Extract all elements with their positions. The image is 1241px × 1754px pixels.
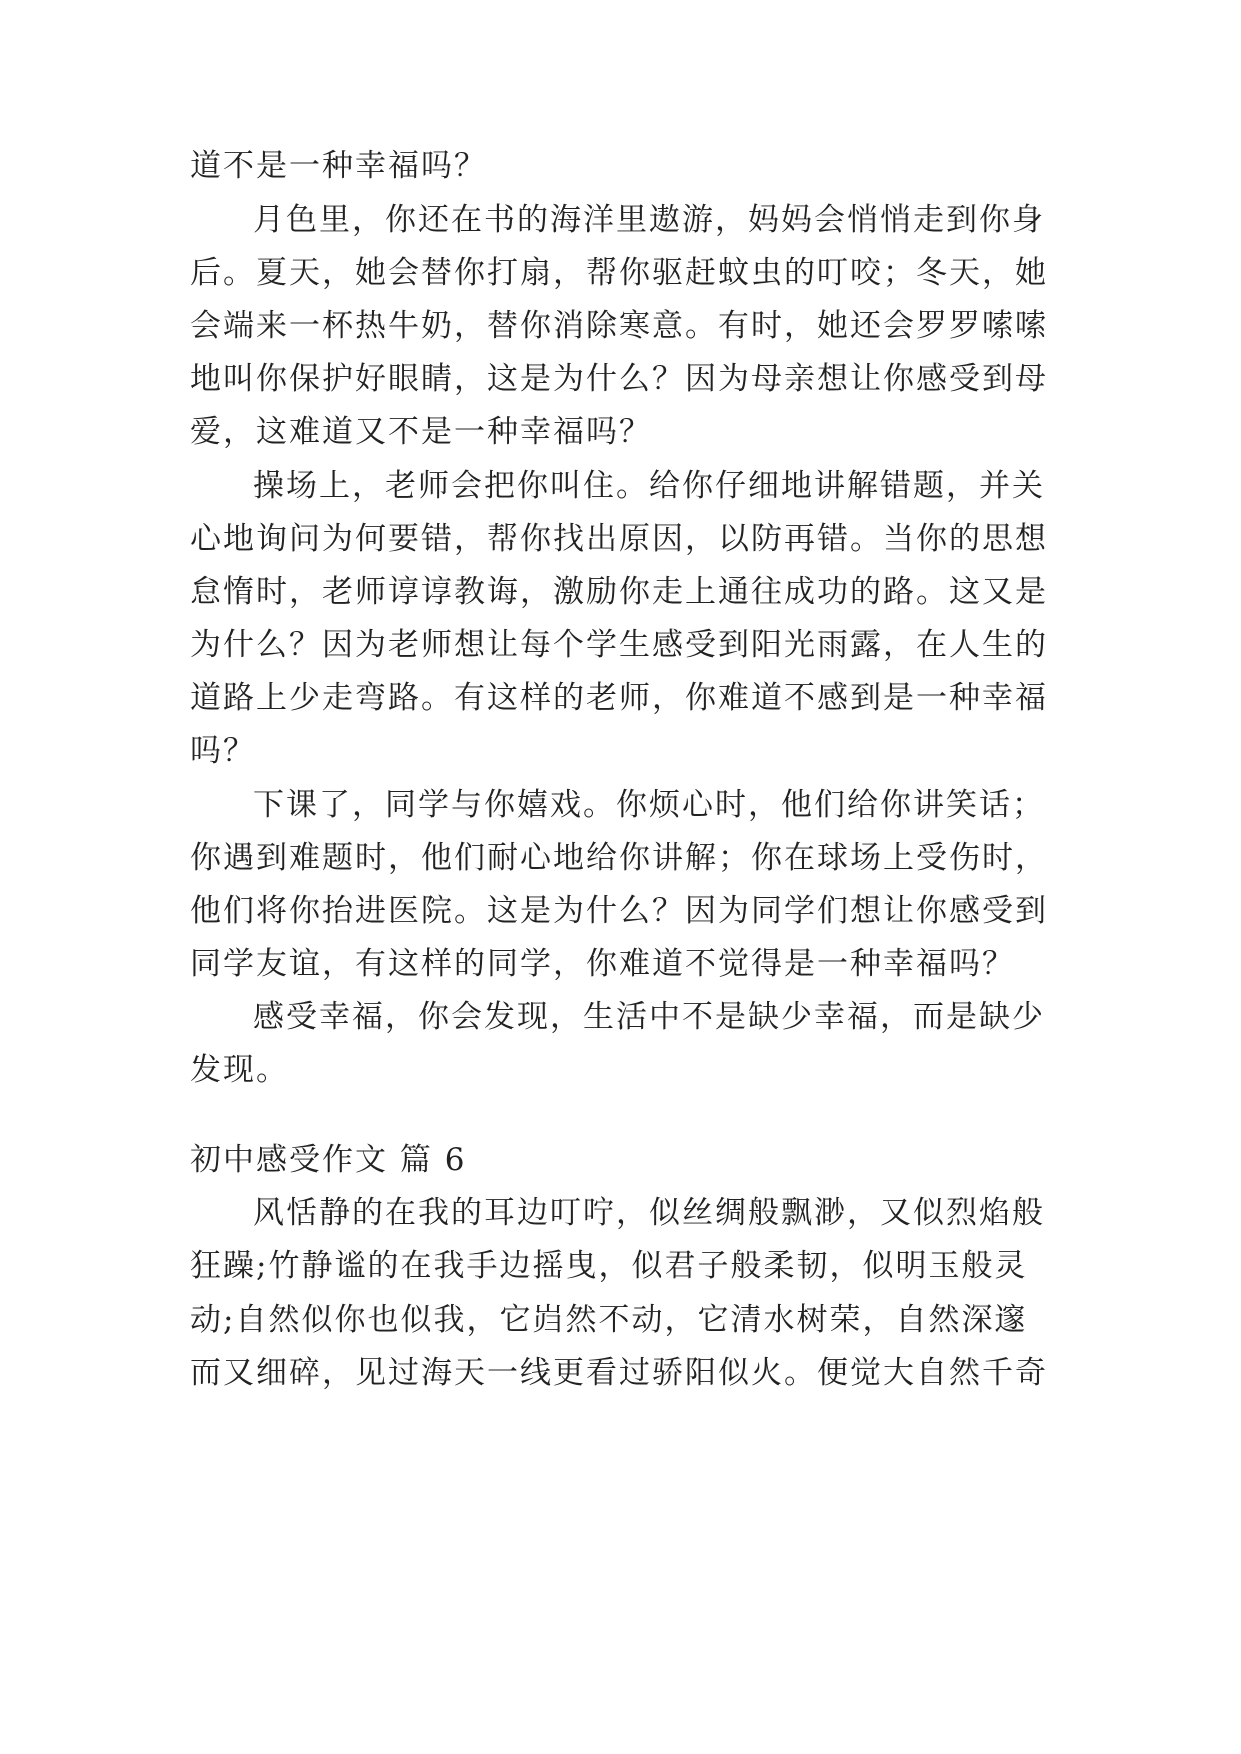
section-heading: 初中感受作文 篇 6: [190, 1142, 467, 1178]
text-line: 道不是一种幸福吗？: [190, 148, 487, 184]
text-line: 你遇到难题时，他们耐心地给你讲解；你在球场上受伤时，: [190, 840, 1048, 876]
text-line: 道路上少走弯路。有这样的老师，你难道不感到是一种幸福: [190, 680, 1048, 716]
text-line: 爱，这难道又不是一种幸福吗？: [190, 414, 652, 450]
text-line: 而又细碎，见过海天一线更看过骄阳似火。便觉大自然千奇: [190, 1355, 1048, 1391]
text-line: 他们将你抬进医院。这是为什么？因为同学们想让你感受到: [190, 893, 1048, 929]
text-line: 怠惰时，老师谆谆教诲，激励你走上通往成功的路。这又是: [190, 574, 1048, 610]
text-line: 会端来一杯热牛奶，替你消除寒意。有时，她还会罗罗嗦嗦: [190, 308, 1048, 344]
text-line: 地叫你保护好眼睛，这是为什么？因为母亲想让你感受到母: [190, 361, 1048, 397]
paragraph-first-line: 操场上，老师会把你叫住。给你仔细地讲解错题，并关: [253, 468, 1045, 504]
text-line: 后。夏天，她会替你打扇，帮你驱赶蚊虫的叮咬；冬天，她: [190, 255, 1048, 291]
text-line: 心地询问为何要错，帮你找出原因，以防再错。当你的思想: [190, 521, 1048, 557]
text-line: 发现。: [190, 1052, 289, 1088]
paragraph-first-line: 风恬静的在我的耳边叮咛，似丝绸般飘渺，又似烈焰般: [253, 1195, 1045, 1231]
text-line: 为什么？因为老师想让每个学生感受到阳光雨露，在人生的: [190, 627, 1048, 663]
text-line: 同学友谊，有这样的同学，你难道不觉得是一种幸福吗？: [190, 946, 1015, 982]
paragraph-first-line: 月色里，你还在书的海洋里遨游，妈妈会悄悄走到你身: [253, 202, 1045, 238]
paragraph-first-line: 下课了，同学与你嬉戏。你烦心时，他们给你讲笑话；: [253, 787, 1045, 823]
text-line: 狂躁;竹静谧的在我手边摇曳，似君子般柔韧，似明玉般灵: [190, 1248, 1028, 1284]
text-line: 动;自然似你也似我，它岿然不动，它清水树荣，自然深邃: [190, 1302, 1028, 1338]
paragraph-first-line: 感受幸福，你会发现，生活中不是缺少幸福，而是缺少: [253, 999, 1045, 1035]
text-line: 吗？: [190, 733, 256, 769]
